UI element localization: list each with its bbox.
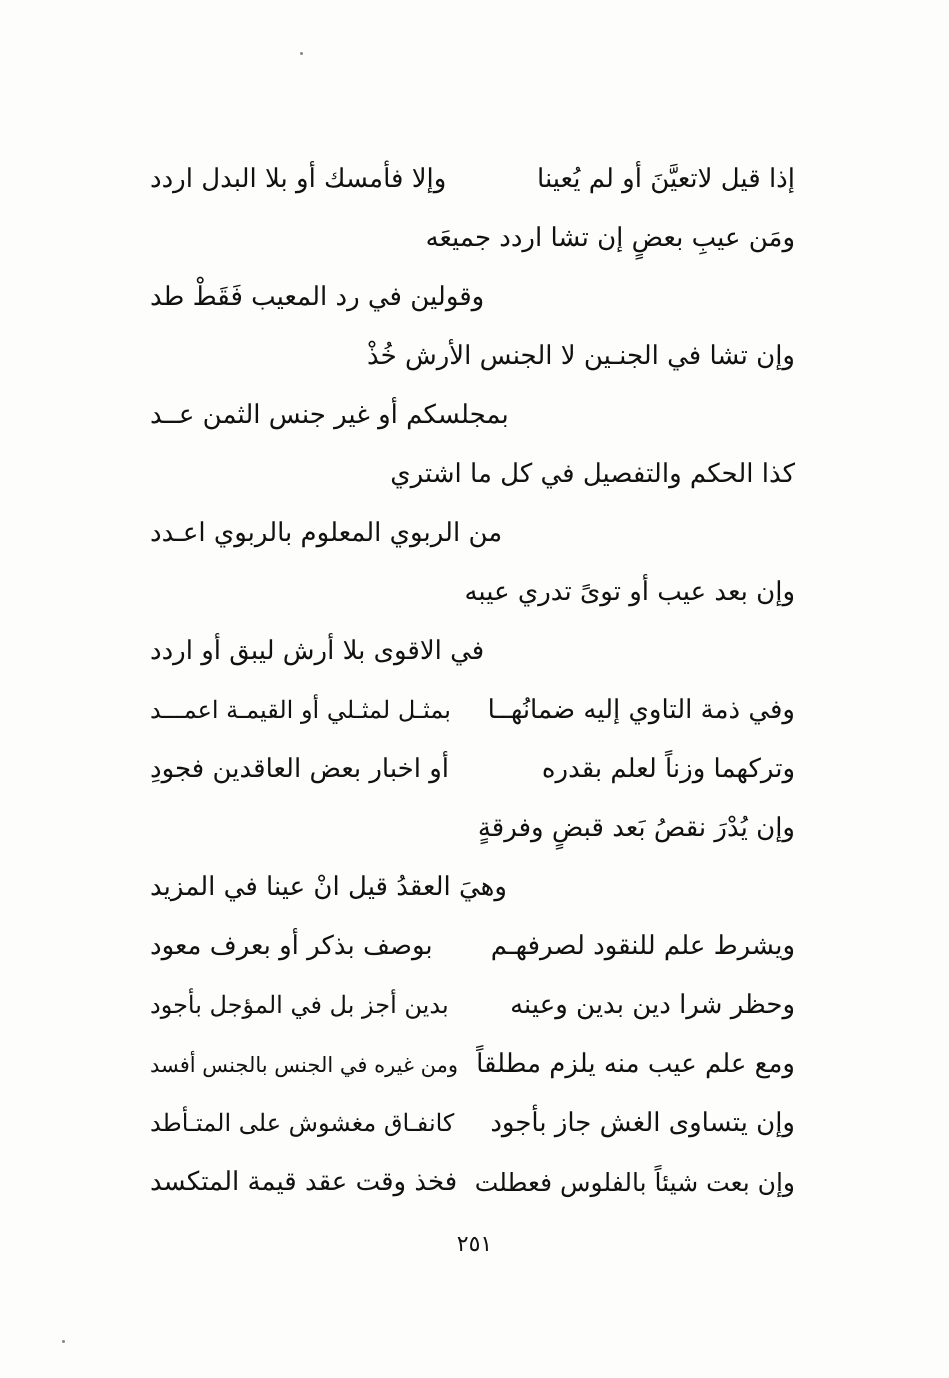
right-hemistich: إذا قيل لاتعيَّنَ أو لم يُعينا [537,164,795,194]
verse-line [150,976,795,1035]
left-hemistich-text: وإلا فأمسك أو بلا البدل اردد [150,164,447,194]
left-hemistich-text: أو اخبار بعض العاقدين فجودِ [150,754,450,784]
left-hemistich: بمجلسكم أو غير جنس الثمن عــد [150,400,509,430]
right-hemistich: وإن بعد عيب أو توىً تدري عيبه [464,577,795,607]
left-hemistich: وهيَ العقدُ قيل انْ عينا في المزيد [150,872,507,902]
verse-line [150,1153,795,1212]
verse-line [150,622,795,681]
left-hemistich-text: بدين أجز بل في المؤجل بأجود [150,991,449,1019]
left-hemistich-text: بمثـل لمثـلي أو القيمـة اعمـــد [150,696,451,724]
right-hemistich: وحظر شرا دين بدين وعينه [510,990,795,1020]
verse-line [150,858,795,917]
right-hemistich: وإن تشا في الجنـين لا الجنس الأرش خُذْ [366,341,795,371]
right-hemistich: ومَن عيبِ بعضٍ إن تشا اردد جميعَه [425,223,795,253]
verse-line [150,799,795,858]
left-hemistich [150,681,460,740]
left-hemistich-text: ومن غيره في الجنس بالجنس أفسد [150,1053,459,1077]
verse-line [150,1035,795,1094]
verse-line [150,1094,795,1153]
scan-speck [62,1340,65,1343]
left-hemistich: من الربوي المعلوم بالربوي اعـدد [150,518,503,548]
right-hemistich: ومع علم عيب منه يلزم مطلقاً [476,1049,795,1079]
page-number: ٢٥١ [456,1232,493,1257]
verse-line [150,917,795,976]
left-hemistich [150,917,460,976]
verse-line [150,740,795,799]
left-hemistich [150,150,460,209]
verse-line [150,268,795,327]
left-hemistich-text: فخذ وقت عقد قيمة المتكسد [150,1167,458,1197]
verse-line [150,209,795,268]
left-hemistich [150,976,460,1035]
left-hemistich-text: بوصف بذكر أو بعرف معود [150,931,433,961]
scan-speck [300,52,303,55]
verse-line [150,681,795,740]
left-hemistich-text: كانفـاق مغشوش على المتـأطد [150,1109,455,1137]
verse-line [150,150,795,209]
right-hemistich: وإن يُدْرَ نقصُ بَعد قبضٍ وفرقةٍ [477,813,795,843]
left-hemistich [150,1094,460,1153]
verse-line [150,445,795,504]
left-hemistich [150,1153,460,1212]
right-hemistich: كذا الحكم والتفصيل في كل ما اشتري [390,459,795,489]
right-hemistich: وفي ذمة التاوي إليه ضمانُهــا [487,695,795,725]
left-hemistich: في الاقوى بلا أرش ليبق أو اردد [150,636,485,666]
left-hemistich: وقولين في رد المعيب فَقَطْ طد [150,282,485,312]
right-hemistich: وتركهما وزناً لعلم بقدره [541,754,795,784]
verse-line [150,504,795,563]
verse-lines [150,150,795,1212]
left-hemistich [150,1035,460,1095]
right-hemistich: وإن بعت شيئاً بالفلوس فعطلت [474,1168,795,1197]
right-hemistich: وإن يتساوى الغش جاز بأجود [490,1108,795,1138]
verse-line [150,327,795,386]
left-hemistich [150,740,460,799]
right-hemistich: ويشرط علم للنقود لصرفهـم [490,931,795,961]
verse-line [150,386,795,445]
verse-line [150,563,795,622]
